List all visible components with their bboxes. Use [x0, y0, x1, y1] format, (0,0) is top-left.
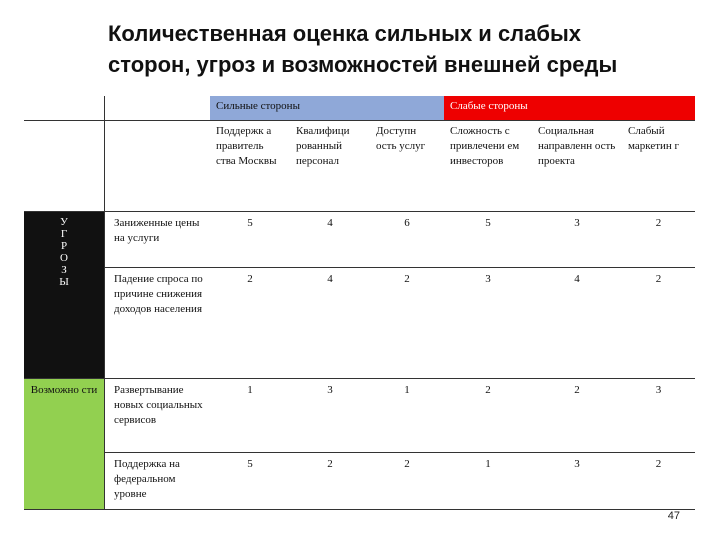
score-cell: 2 [655, 273, 662, 285]
score-cell: 4 [327, 273, 333, 285]
score-cell: 1 [247, 384, 253, 396]
strengths-header: Сильные стороны [210, 96, 444, 120]
score-cell: 2 [574, 384, 580, 396]
score-cell: 2 [655, 217, 662, 229]
table-divider [104, 267, 695, 268]
table-divider [24, 120, 695, 121]
table-divider [24, 378, 695, 379]
weaknesses-header: Слабые стороны [444, 96, 695, 120]
opportunities-side-label: Возможно сти [24, 378, 104, 509]
score-cell: 1 [404, 384, 410, 396]
score-cell: 4 [327, 217, 333, 229]
score-cell: 2 [655, 458, 662, 470]
score-cell: 1 [485, 458, 491, 470]
column-header-service-access: Доступн ость услуг [376, 125, 426, 152]
table-divider [104, 452, 695, 453]
page-title [108, 18, 708, 80]
threats-side-label [24, 211, 104, 378]
score-cell: 2 [404, 458, 410, 470]
column-header-investor-difficulty: Сложность с привлечени ем инвесторов [450, 125, 520, 167]
row-label-demand-drop: Падение спроса по причине снижения доходов населения [114, 273, 203, 315]
row-label-federal-support: Поддержка на федеральном уровне [114, 458, 180, 500]
row-label-low-prices: Заниженные цены на услуги [114, 217, 200, 244]
score-cell: 2 [327, 458, 333, 470]
title-line-2: сторон, угроз и возможностей внешней среды [108, 52, 618, 77]
score-cell: 3 [327, 384, 333, 396]
column-header-qualified-staff: Квалифици рованный персонал [296, 125, 350, 167]
score-cell: 2 [485, 384, 491, 396]
score-cell: 2 [247, 273, 253, 285]
threats-letter: О [60, 252, 68, 264]
row-label-new-services: Развертывание новых социальных сервисов [114, 384, 203, 426]
title-line-1: Количественная оценка сильных и слабых [108, 21, 581, 46]
threats-letter: З [61, 264, 67, 276]
table-divider [24, 211, 695, 212]
score-cell: 4 [574, 273, 580, 285]
threats-letter: Г [60, 228, 68, 240]
table-divider [24, 509, 695, 510]
threats-letter: Р [60, 240, 68, 252]
column-header-weak-marketing: Слабый маркетин г [628, 125, 680, 152]
score-cell: 3 [485, 273, 491, 285]
score-cell: 5 [247, 217, 253, 229]
column-header-social-focus: Социальная направленн ость проекта [538, 125, 616, 167]
table-divider [104, 96, 105, 510]
score-cell: 5 [247, 458, 253, 470]
threats-letter: У [60, 216, 68, 228]
score-cell: 5 [485, 217, 491, 229]
score-cell: 3 [574, 458, 580, 470]
score-cell: 2 [404, 273, 410, 285]
threats-letter: Ы [59, 276, 69, 288]
score-cell: 6 [404, 217, 410, 229]
page-number: 47 [667, 510, 680, 522]
score-cell: 3 [574, 217, 580, 229]
column-header-moscow-support: Поддержк а правитель ства Москвы [216, 125, 277, 167]
score-cell: 3 [655, 384, 662, 396]
